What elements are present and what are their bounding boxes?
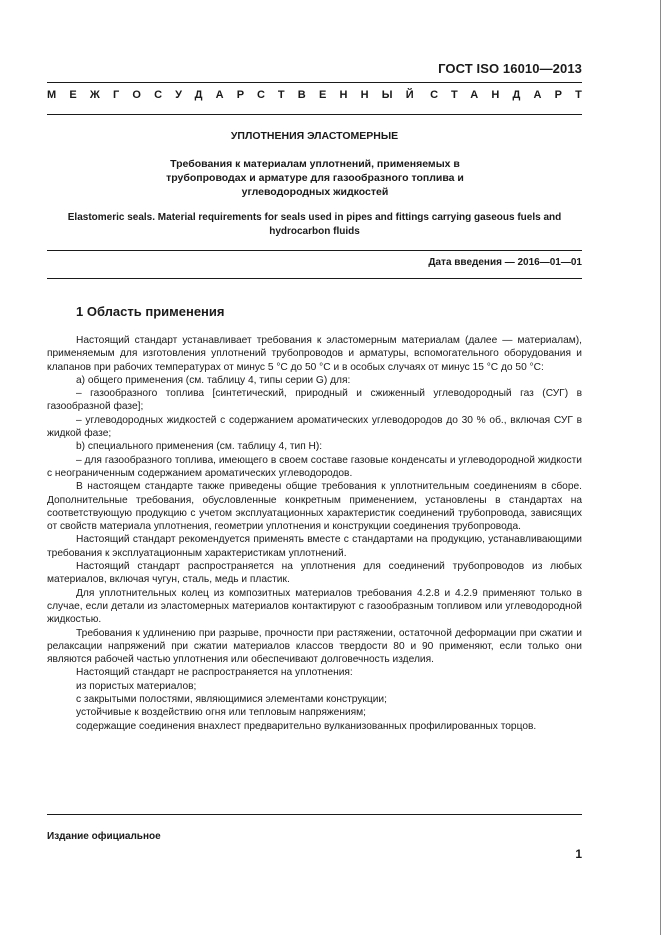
standard-banner xyxy=(47,89,595,107)
paragraph: В настоящем стандарте также приведены общие требования к уплотнительным соединениям в сборе. Дополнительные требования, обусловленные конкретным применением, установлены в стандартах на соответствующую продукцию с учетом эксплуатационных характеристик соединений трубопровода, зависящих от свойств материала уплотнения, геометрии уплотнения и конструкции соединения трубопровода. xyxy=(47,481,582,533)
paragraph: из пористых материалов; xyxy=(76,680,197,692)
banner-interstate: МЕЖГОСУДАРСТВЕННЫЙ xyxy=(47,89,427,101)
header-rule-top xyxy=(47,82,582,83)
paragraph: – углеводородных жидкостей с содержанием ароматических углеводородов до 30 % об., включая СУГ в жидкой фазе; xyxy=(47,414,582,440)
section-body xyxy=(47,334,582,733)
page-number: 1 xyxy=(575,847,582,861)
header-rule-bottom xyxy=(47,114,582,115)
banner-standard: СТАНДАРТ xyxy=(430,89,595,101)
paragraph: – газообразного топлива [синтетический, природный и сжиженный углеводородный газ (СУГ) в газообразной фазе]; xyxy=(47,388,582,413)
paragraph: Настоящий стандарт устанавливает требования к эластомерным материалам (далее — материалам), применяемым для изготовления уплотнений трубопроводов и арматуры, вспомогательного оборудования и клапанов при рабочих температурах от минус 5 °С до 50 °С и в особых случаях от минус 15 °С до 50 °С: xyxy=(47,335,582,373)
paragraph: Требования к удлинению при разрыве, прочности при растяжении, остаточной деформации при сжатии и релаксации напряжений при сжатии материалов классов твердости 80 и 90 применяют, если только они являются рабочей частью уплотнения или обеспечивают долговечность изделия. xyxy=(47,627,582,666)
introduction-date: Дата введения — 2016—01—01 xyxy=(428,257,582,268)
paragraph: Для уплотнительных колец из композитных материалов требования 4.2.8 и 4.2.9 применяют только в случае, если детали из эластомерных материалов контактируют с газообразным топливом или углеводородной жидкостью. xyxy=(47,587,582,626)
document-title-en: Elastomeric seals. Material requirements for seals used in pipes and fittings carrying gaseous fuels and hydrocarbon fluids xyxy=(67,212,562,237)
paragraph: b) специального применения (см. таблицу 4, тип H): xyxy=(76,441,323,453)
paragraph: с закрытыми полостями, являющимися элементами конструкции; xyxy=(76,694,387,706)
paragraph: Настоящий стандарт распространяется на уплотнения для соединений трубопроводов из любых материалов, включая чугун, сталь, медь и пластик. xyxy=(47,561,582,586)
section-heading: 1 Область применения xyxy=(76,304,225,319)
paragraph: содержащие соединения внахлест предварительно вулканизованных профилированных торцов. xyxy=(76,720,537,732)
paragraph: a) общего применения (см. таблицу 4, типы серии G) для: xyxy=(76,374,351,386)
title-rule-bottom xyxy=(47,278,582,279)
title-rule-top xyxy=(47,250,582,251)
footer-rule xyxy=(47,814,582,815)
paragraph: – для газообразного топлива, имеющего в своем составе газовые конденсаты и углеводородной жидкости с неограниченным содержанием ароматических углеводородов. xyxy=(47,454,582,479)
official-edition-label: Издание официальное xyxy=(47,831,161,842)
paragraph: Настоящий стандарт не распространяется на уплотнения: xyxy=(76,667,353,679)
document-subtitle-ru: Требования к материалам уплотнений, применяемых в трубопроводах и арматуре для газообразного топлива и углеводородных жидкостей xyxy=(166,158,464,198)
paragraph: Настоящий стандарт рекомендуется применять вместе с стандартами на продукцию, устанавливающими требования к эксплуатационным характеристикам уплотнений. xyxy=(47,534,582,559)
document-code: ГОСТ ISO 16010—2013 xyxy=(438,61,582,76)
document-title-ru: УПЛОТНЕНИЯ ЭЛАСТОМЕРНЫЕ xyxy=(230,130,399,142)
paragraph: устойчивые к воздействию огня или тепловым напряжениям; xyxy=(76,707,366,719)
